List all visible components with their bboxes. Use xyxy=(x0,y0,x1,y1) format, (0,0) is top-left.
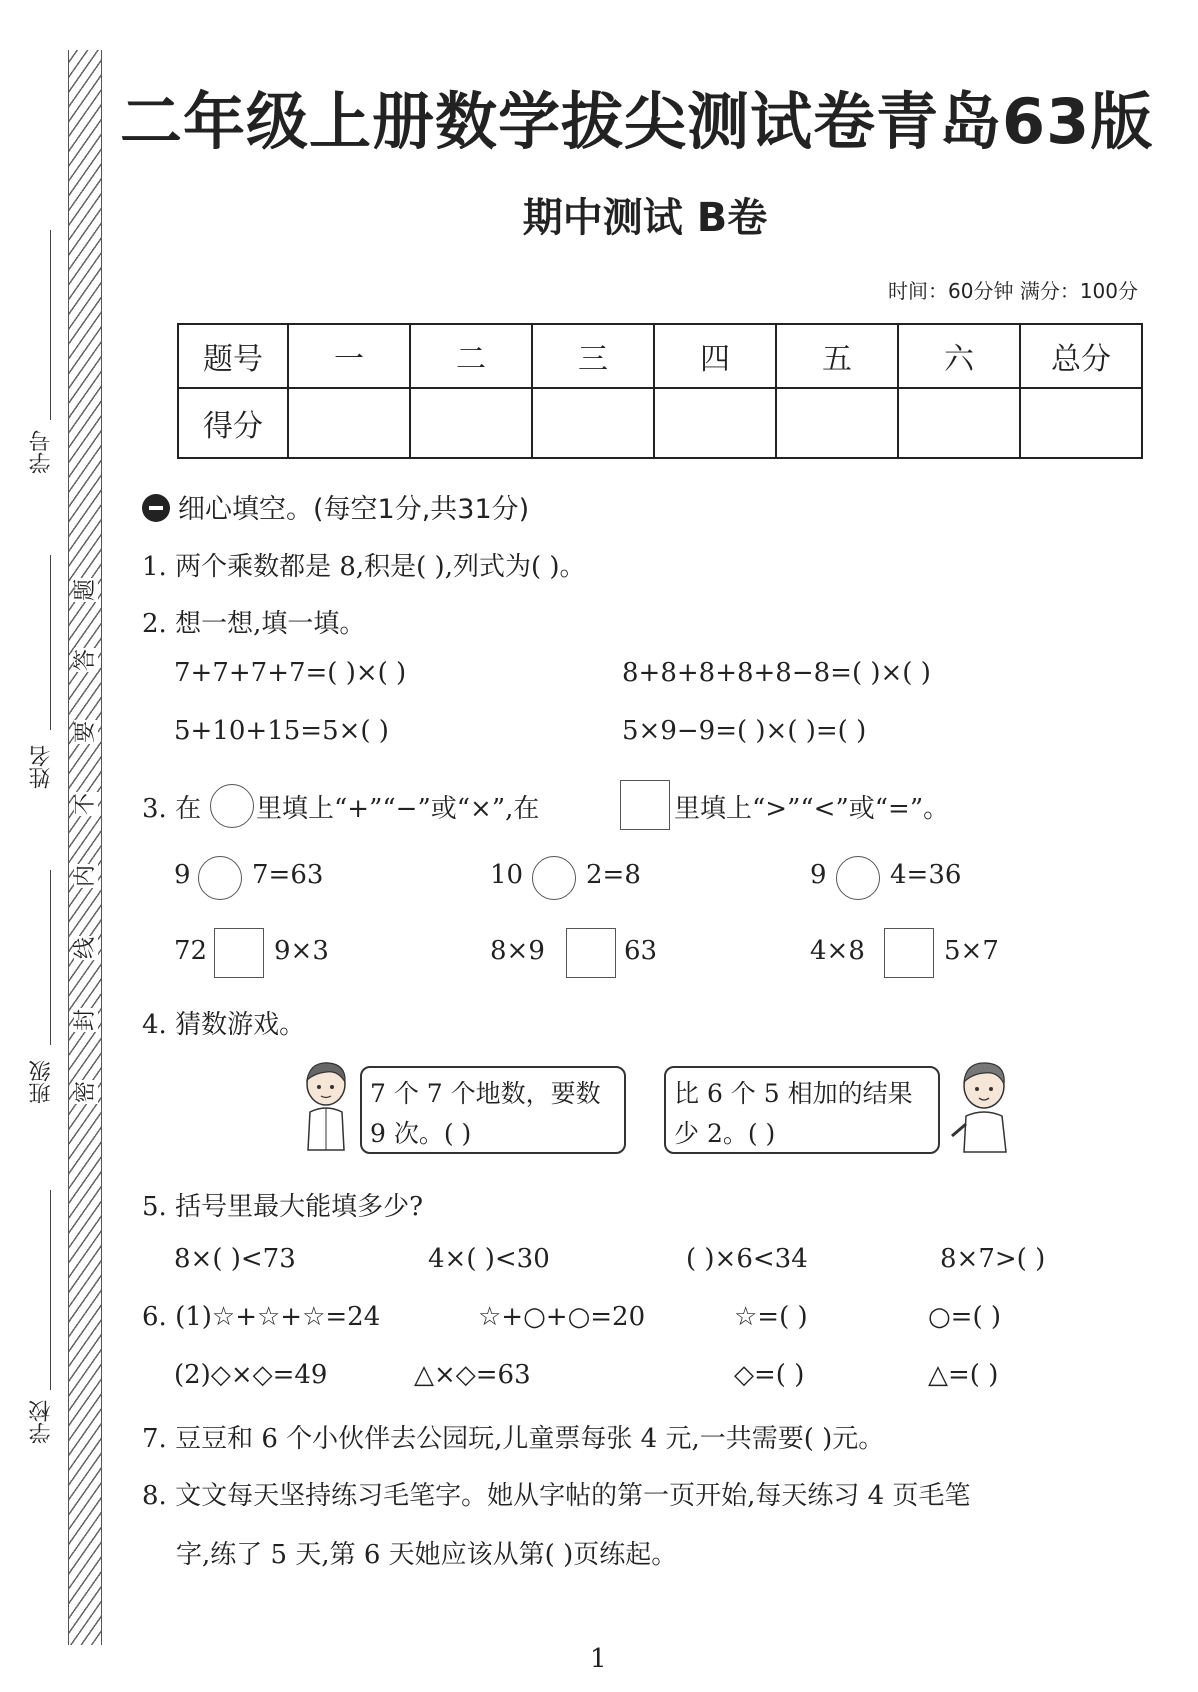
score-header-cell: 五 xyxy=(776,324,898,388)
warning-char: 线 xyxy=(73,937,98,960)
score-table xyxy=(177,323,1143,459)
question-6-row1-c: ☆=( ) xyxy=(734,1302,808,1332)
question-3-item-left: 4×8 xyxy=(810,936,865,966)
compare-box-input[interactable] xyxy=(214,928,264,978)
score-input-cell[interactable] xyxy=(1020,388,1142,458)
question-3-item-left: 9 xyxy=(174,860,191,890)
question-2d: 5×9−9=( )×( )=( ) xyxy=(622,716,867,746)
class-line xyxy=(50,870,51,1045)
speech-bubble-right-line2: 少 2。( ) xyxy=(674,1119,776,1148)
score-row-label: 得分 xyxy=(178,388,288,458)
operator-circle-sample xyxy=(210,784,254,828)
school-label: 学校 xyxy=(29,1400,54,1444)
question-8-line1: 8. 文文每天坚持练习毛笔字。她从字帖的第一页开始,每天练习 4 页毛笔 xyxy=(142,1481,971,1511)
question-7: 7. 豆豆和 6 个小伙伴去公园玩,儿童票每张 4 元,一共需要( )元。 xyxy=(142,1424,885,1454)
question-3-item-left: 9 xyxy=(810,860,827,890)
operator-circle-input[interactable] xyxy=(532,856,576,900)
speech-bubble-left-line1: 7 个 7 个地数，要数 xyxy=(370,1079,601,1108)
school-line xyxy=(50,1190,51,1390)
boy-illustration-left xyxy=(300,1058,352,1156)
score-header-cell: 四 xyxy=(654,324,776,388)
score-input-cell[interactable] xyxy=(410,388,532,458)
section-heading xyxy=(142,487,529,526)
question-2a: 7+7+7+7=( )×( ) xyxy=(174,658,407,688)
question-3-stem-c: 里填上“>”“<”或“=”。 xyxy=(674,794,950,824)
warning-char: 题 xyxy=(73,579,98,602)
question-3-item-right: 7=63 xyxy=(252,860,324,890)
score-header-cell: 二 xyxy=(410,324,532,388)
score-header-cell: 六 xyxy=(898,324,1020,388)
question-2c: 5+10+15=5×( ) xyxy=(174,716,389,746)
question-6-row2-c: ◇=( ) xyxy=(734,1360,805,1390)
question-3-item-right: 5×7 xyxy=(944,936,999,966)
score-input-cell[interactable] xyxy=(898,388,1020,458)
page-title: 二年级上册数学拔尖测试卷青岛63版 xyxy=(120,85,1154,158)
name-line xyxy=(50,555,51,730)
speech-bubble-right xyxy=(664,1066,940,1154)
operator-circle-input[interactable] xyxy=(198,856,242,900)
question-3-item-left: 72 xyxy=(174,936,208,966)
question-3-stem-b: 里填上“+”“−”或“×”,在 xyxy=(256,794,540,824)
warning-char: 要 xyxy=(73,721,98,744)
score-input-cell[interactable] xyxy=(532,388,654,458)
page-number: 1 xyxy=(590,1644,607,1674)
question-5-item: 8×7>( ) xyxy=(940,1244,1046,1274)
section-title: 细心填空。(每空1分,共31分) xyxy=(178,494,530,525)
question-6-row1-b: ☆+○+○=20 xyxy=(478,1302,646,1332)
score-input-cell[interactable] xyxy=(654,388,776,458)
question-2b: 8+8+8+8+8−8=( )×( ) xyxy=(622,658,931,688)
compare-box-input[interactable] xyxy=(566,928,616,978)
warning-char: 内 xyxy=(73,865,98,888)
question-5-stem: 5. 括号里最大能填多少? xyxy=(142,1192,424,1222)
score-input-cell[interactable] xyxy=(288,388,410,458)
question-5-item: ( )×6<34 xyxy=(686,1244,808,1274)
question-2-stem: 2. 想一想,填一填。 xyxy=(142,609,366,639)
question-6-row2-d: △=( ) xyxy=(928,1360,999,1390)
speech-bubble-right-line1: 比 6 个 5 相加的结果 xyxy=(674,1079,913,1108)
speech-bubble-left xyxy=(360,1066,626,1154)
warning-char: 封 xyxy=(73,1009,98,1032)
warning-char: 密 xyxy=(73,1081,98,1104)
section-number-icon xyxy=(142,494,170,522)
question-3-item-right: 9×3 xyxy=(274,936,329,966)
question-3-item-left: 8×9 xyxy=(490,936,545,966)
compare-box-input[interactable] xyxy=(884,928,934,978)
question-3-item-left: 10 xyxy=(490,860,524,890)
question-3-item-right: 63 xyxy=(624,936,658,966)
question-6-row2-b: △×◇=63 xyxy=(414,1360,531,1390)
compare-box-sample xyxy=(620,780,670,830)
question-3-stem-a: 3. 在 xyxy=(142,794,202,824)
score-header-cell: 三 xyxy=(532,324,654,388)
question-3-item-right: 2=8 xyxy=(586,860,641,890)
question-4-stem: 4. 猜数游戏。 xyxy=(142,1010,306,1040)
operator-circle-input[interactable] xyxy=(836,856,880,900)
class-label: 班级 xyxy=(29,1060,54,1104)
page-subtitle: 期中测试 B卷 xyxy=(522,195,768,241)
name-label: 姓名 xyxy=(29,745,54,789)
exam-info: 时间：60分钟 满分：100分 xyxy=(888,279,1138,303)
speech-bubble-left-line2: 9 次。( ) xyxy=(370,1119,472,1148)
student-id-label: 学号 xyxy=(29,430,54,474)
warning-char: 不 xyxy=(73,793,98,816)
student-id-line xyxy=(50,230,51,420)
question-6-row2-a: (2)◇×◇=49 xyxy=(174,1360,328,1390)
score-header-cell: 一 xyxy=(288,324,410,388)
question-5-item: 4×( )<30 xyxy=(428,1244,550,1274)
question-6-row1-a: 6. (1)☆+☆+☆=24 xyxy=(142,1302,381,1332)
question-3-item-right: 4=36 xyxy=(890,860,962,890)
question-8-line2: 字,练了 5 天,第 6 天她应该从第( )页练起。 xyxy=(176,1540,678,1570)
score-header-cell: 总分 xyxy=(1020,324,1142,388)
boy-illustration-right xyxy=(950,1058,1012,1156)
question-5-item: 8×( )<73 xyxy=(174,1244,296,1274)
score-input-cell[interactable] xyxy=(776,388,898,458)
score-header-cell: 题号 xyxy=(178,324,288,388)
binding-hatch xyxy=(68,50,102,1645)
question-1: 1. 两个乘数都是 8,积是( ),列式为( )。 xyxy=(142,552,586,582)
warning-char: 答 xyxy=(73,649,98,672)
question-6-row1-d: ○=( ) xyxy=(928,1302,1002,1332)
